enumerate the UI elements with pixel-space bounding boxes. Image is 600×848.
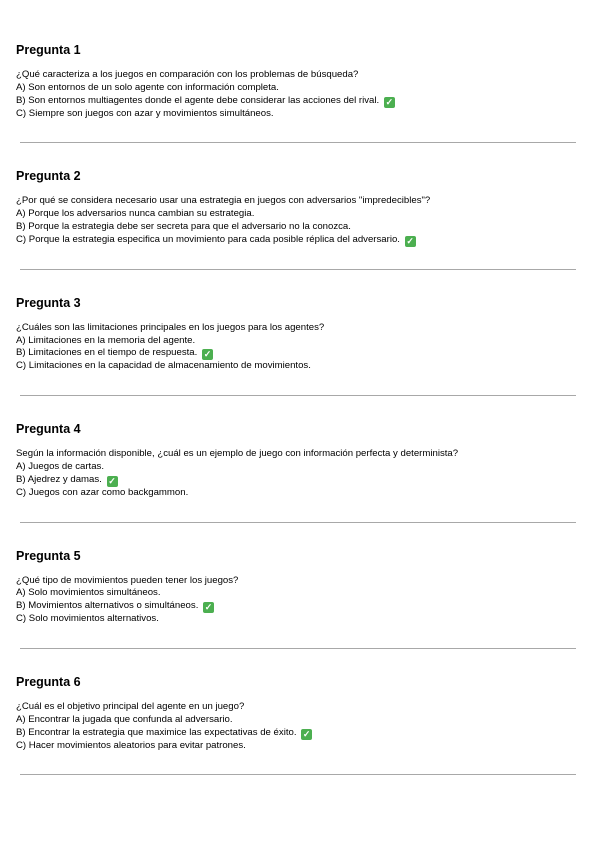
question-text: ¿Cuáles son las limitaciones principales en los juegos para los agentes? (16, 321, 325, 333)
question-text: ¿Qué tipo de movimientos pueden tener los juegos? (16, 574, 239, 586)
check-mark-icon: ✓ (302, 728, 311, 739)
answer-option-label: B) Porque la estrategia debe ser secreta para que el adversario no la conozca. (16, 220, 351, 232)
answer-option (16, 714, 576, 727)
question-3 (16, 295, 576, 396)
question-text: ¿Por qué se considera necesario usar una estrategia en juegos con adversarios "impredecibles"? (16, 195, 431, 207)
answer-option (16, 234, 576, 247)
check-mark-icon: ✓ (406, 235, 414, 246)
answer-option (16, 474, 576, 487)
question-text: Según la información disponible, ¿cuál es un ejemplo de juego con información perfecta y determinista? (16, 448, 459, 460)
question-title: Pregunta 4 (16, 422, 81, 437)
answer-option-label: C) Porque la estrategia especifica un movimiento para cada posible réplica del adversario. (16, 233, 400, 245)
check-mark-icon: ✓ (385, 96, 394, 107)
answer-option-label: A) Encontrar la jugada que confunda al adversario. (16, 713, 233, 725)
section-divider (20, 648, 576, 649)
answer-option (16, 740, 576, 753)
section-divider (20, 142, 576, 143)
answer-option-label: A) Solo movimientos simultáneos. (16, 587, 161, 599)
question-title: Pregunta 3 (16, 295, 81, 310)
answer-option (16, 108, 576, 121)
check-mark-icon: ✓ (204, 602, 213, 613)
question-title: Pregunta 1 (16, 43, 81, 57)
answer-option-label: C) Juegos con azar como backgammon. (16, 486, 189, 498)
section-divider (20, 395, 576, 396)
answer-option (16, 600, 576, 613)
check-mark-icon: ✓ (108, 475, 116, 486)
answer-option (16, 360, 576, 373)
question-title: Pregunta 5 (16, 548, 81, 563)
answer-option (16, 613, 576, 626)
question-4 (16, 421, 576, 522)
question-5 (16, 548, 576, 649)
answer-option (16, 487, 576, 500)
question-6 (16, 674, 576, 775)
answer-option (16, 221, 576, 234)
answer-option (16, 208, 576, 221)
answer-option-label: B) Limitaciones en el tiempo de respuesta. (16, 347, 198, 359)
answer-option (16, 587, 576, 600)
question-1 (16, 42, 576, 143)
answer-option (16, 727, 576, 740)
answer-option (16, 461, 576, 474)
answer-option (16, 335, 576, 348)
answer-option-label: C) Siempre son juegos con azar y movimientos simultáneos. (16, 107, 274, 119)
answer-option (16, 347, 576, 360)
question-title: Pregunta 2 (16, 169, 81, 184)
answer-option (16, 82, 576, 95)
section-divider (20, 522, 576, 523)
answer-option-label: C) Solo movimientos alternativos. (16, 613, 159, 625)
answer-option-label: A) Limitaciones en la memoria del agente. (16, 334, 196, 346)
section-divider (20, 774, 576, 775)
question-title: Pregunta 6 (16, 674, 81, 689)
answer-option-label: A) Juegos de cartas. (16, 460, 104, 472)
question-text: ¿Qué caracteriza a los juegos en comparación con los problemas de búsqueda? (16, 69, 359, 80)
answer-option-label: B) Encontrar la estrategia que maximice las expectativas de éxito. (16, 726, 297, 738)
answer-option-label: B) Movimientos alternativos o simultáneos. (16, 600, 199, 612)
answer-option-label: C) Hacer movimientos aleatorios para evitar patrones. (16, 739, 246, 751)
question-2 (16, 168, 576, 269)
answer-option-label: B) Ajedrez y damas. (16, 473, 102, 485)
section-divider (20, 269, 576, 270)
answer-option-label: C) Limitaciones en la capacidad de almacenamiento de movimientos. (16, 360, 311, 372)
question-text: ¿Cuál es el objetivo principal del agente en un juego? (16, 700, 245, 712)
check-mark-icon: ✓ (203, 349, 212, 360)
answer-option-label: B) Son entornos multiagentes donde el agente debe considerar las acciones del rival. (16, 94, 380, 106)
answer-option-label: A) Porque los adversarios nunca cambian su estrategia. (16, 208, 255, 220)
answer-option-label: A) Son entornos de un solo agente con información completa. (16, 81, 279, 93)
answer-option (16, 95, 576, 108)
